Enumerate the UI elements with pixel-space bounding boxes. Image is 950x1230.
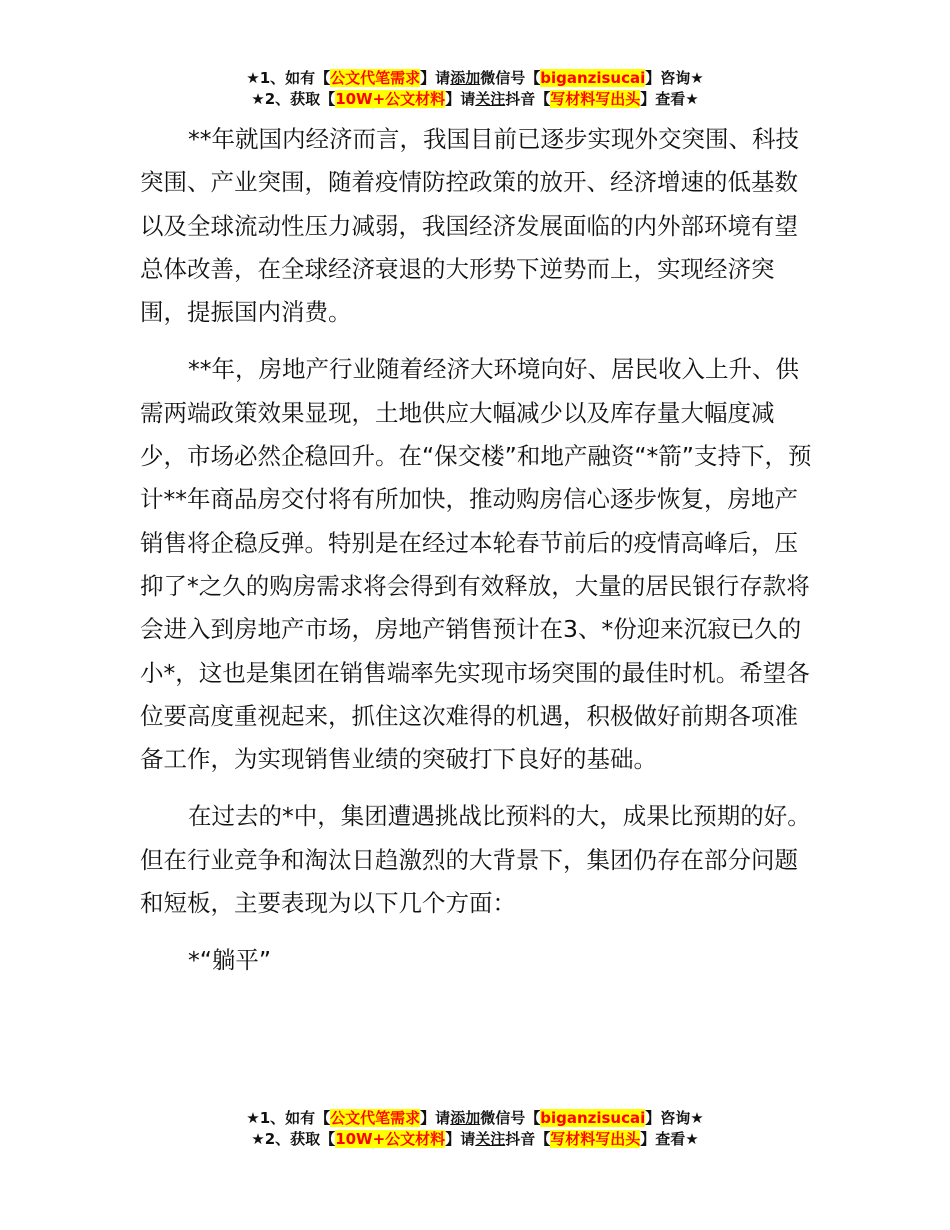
banner-text: ★1、如有【 xyxy=(246,69,331,87)
banner-text: 微信号【 xyxy=(480,1109,541,1127)
banner-text: ★1、如有【 xyxy=(246,1109,331,1127)
highlight-materials: 10W+公文材料 xyxy=(335,1130,446,1148)
banner-underline: 关注 xyxy=(475,90,506,108)
paragraph-problems: 在过去的*中，集团遭遇挑战比预料的大，成果比预期的好。但在行业竞争和淘汰日趋激烈的大背景下，集团仍存在部分问题和短板，主要表现为以下几个方面： xyxy=(140,802,811,918)
highlight-ghostwriting: 公文代笔需求 xyxy=(330,69,421,87)
highlight-wechat-id: biganzisucai xyxy=(540,1109,646,1127)
document-body xyxy=(140,118,812,997)
highlight-materials: 10W+公文材料 xyxy=(335,90,446,108)
banner-text: 抖音【 xyxy=(505,90,551,108)
banner-line-2 xyxy=(0,1129,950,1150)
header-banner xyxy=(0,68,950,110)
banner-line-1 xyxy=(0,68,950,89)
banner-underline: 添加 xyxy=(450,1109,481,1127)
highlight-wechat-id: biganzisucai xyxy=(540,69,646,87)
banner-text: 】咨询★ xyxy=(645,69,704,87)
paragraph-real-estate: **年，房地产行业随着经济大环境向好、居民收入上升、供需两端政策效果显现，土地供应大幅减少以及库存量大幅度减少，市场必然企稳回升。在“保交楼”和地产融资“*箭”支持下，预计**年商品房交付将有所加快，推动购房信心逐步恢复，房地产销售将企稳反弹。特别是在经过本轮春节前后的疫情高峰后，压抑了*之久的购房需求将会得到有效释放，大量的居民银行存款将会进入到房地产市场，房地产销售预计在3、*份迎来沉寂已久的小*，这也是集团在销售端率先实现市场突围的最佳时机。希望各位要高度重视起来，抓住这次难得的机遇，积极做好前期各项准备工作，为实现销售业绩的突破打下良好的基础。 xyxy=(140,355,812,774)
banner-text: 】请 xyxy=(420,69,451,87)
paragraph-heading: *“躺平” xyxy=(188,946,272,975)
banner-text: 】查看★ xyxy=(640,90,699,108)
banner-text: ★2、获取【 xyxy=(251,90,336,108)
banner-text: 】咨询★ xyxy=(645,1109,704,1127)
banner-text: 】查看★ xyxy=(640,1130,699,1148)
banner-text: 】请 xyxy=(445,90,476,108)
banner-text: 】请 xyxy=(445,1130,476,1148)
paragraph-economy: **年就国内经济而言，我国目前已逐步实现外交突围、科技突围、产业突围，随着疫情防控政策的放开、经济增速的低基数以及全球流动性压力减弱，我国经济发展面临的内外部环境有望总体改善，在全球经济衰退的大形势下逆势而上，实现经济突围，提振国内消费。 xyxy=(140,125,799,327)
banner-text: ★2、获取【 xyxy=(251,1130,336,1148)
highlight-ghostwriting: 公文代笔需求 xyxy=(330,1109,421,1127)
highlight-douyin: 写材料写出头 xyxy=(550,1130,641,1148)
banner-underline: 添加 xyxy=(450,69,481,87)
banner-underline: 关注 xyxy=(475,1130,506,1148)
banner-line-2 xyxy=(0,89,950,110)
banner-text: 抖音【 xyxy=(505,1130,551,1148)
banner-text: 微信号【 xyxy=(480,69,541,87)
highlight-douyin: 写材料写出头 xyxy=(550,90,641,108)
banner-line-1 xyxy=(0,1108,950,1129)
footer-banner xyxy=(0,1108,950,1150)
banner-text: 】请 xyxy=(420,1109,451,1127)
